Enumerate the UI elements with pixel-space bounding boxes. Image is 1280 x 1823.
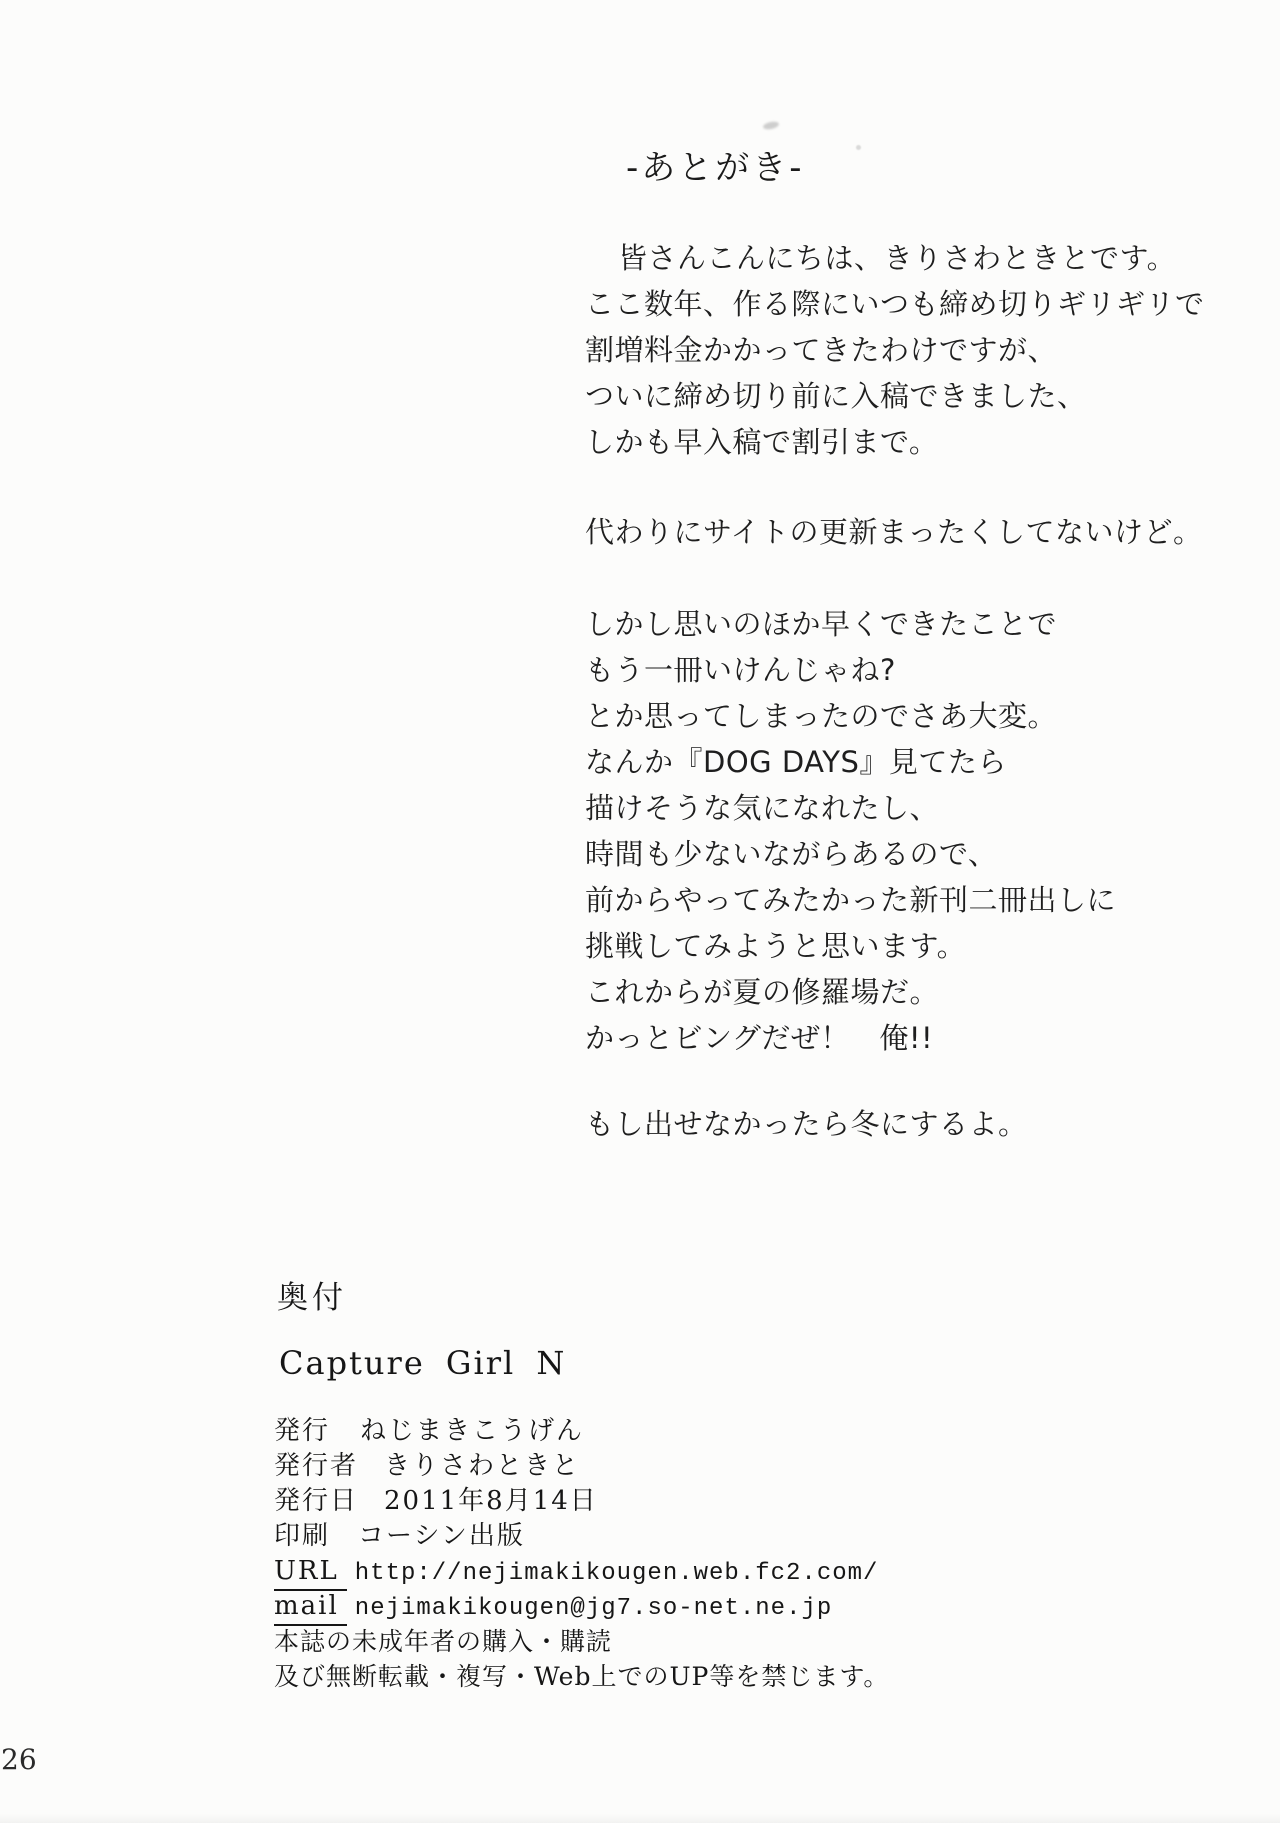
afterword-line: ついに締め切り前に入稿できました、	[585, 379, 1087, 413]
mail-label: mail	[274, 1589, 347, 1626]
afterword-line: 時間も少ないながらあるので、	[585, 837, 998, 871]
printer-line	[274, 1519, 889, 1554]
afterword-line: 前からやってみたかった新刊二冊出しに	[585, 883, 1117, 917]
afterword-line: もう一冊いけんじゃね?	[585, 653, 896, 687]
afterword-line: もし出せなかったら冬にするよ。	[585, 1107, 1028, 1141]
afterword-paragraph-3	[585, 601, 1116, 1061]
publisher-value: ねじまきこうげん	[360, 1416, 585, 1446]
page-number: 26	[1, 1743, 37, 1776]
scan-speck	[762, 120, 779, 130]
scan-speck	[856, 145, 861, 150]
afterword-line: 代わりにサイトの更新まったくしてないけど。	[585, 515, 1203, 549]
afterword-line: これからが夏の修羅場だ。	[585, 975, 940, 1009]
url-line	[274, 1554, 889, 1589]
date-value: 2011年8月14日	[384, 1486, 598, 1516]
colophon-heading: 奥付	[277, 1280, 347, 1316]
notice-line-2: 及び無断転載・複写・Web上でのUP等を禁じます。	[274, 1662, 890, 1691]
mail-value: nejimakikougen@jg7.so-net.ne.jp	[354, 1595, 833, 1622]
afterword-line: ここ数年、作る際にいつも締め切りギリギリで	[585, 287, 1205, 321]
url-value: http://nejimakikougen.web.fc2.com/	[354, 1560, 879, 1587]
date-line	[274, 1484, 889, 1519]
afterword-paragraph-4	[585, 1101, 1028, 1147]
afterword-line: 割増料金かかってきたわけですが、	[585, 333, 1058, 367]
author-value: きりさわときと	[384, 1451, 581, 1481]
afterword-paragraph-2	[585, 509, 1202, 555]
author-line	[274, 1449, 889, 1484]
mail-line	[274, 1589, 889, 1624]
afterword-line: なんか『DOG DAYS』見てたら	[585, 745, 1007, 779]
colophon-details	[274, 1414, 889, 1694]
afterword-line: とか思ってしまったのでさあ大変。	[585, 699, 1058, 733]
afterword-paragraph-1	[585, 235, 1205, 465]
publisher-line	[274, 1414, 889, 1449]
afterword-line: しかし思いのほか早くできたことで	[585, 607, 1058, 641]
afterword-line: 描けそうな気になれたし、	[585, 791, 940, 825]
url-label: URL	[274, 1554, 347, 1591]
author-label: 発行者	[274, 1451, 359, 1481]
afterword-line: しかも早入稿で割引まで。	[585, 425, 939, 459]
date-label: 発行日	[274, 1486, 359, 1516]
scan-edge-artifact	[0, 1814, 1280, 1823]
publisher-label: 発行	[274, 1416, 331, 1446]
afterword-title: -あとがき-	[626, 148, 805, 188]
printer-value: コーシン出版	[358, 1521, 525, 1551]
printer-label: 印刷	[274, 1521, 331, 1551]
notice-line-1: 本誌の未成年者の購入・購読	[274, 1627, 613, 1656]
afterword-line: かっとビングだぜ！ 俺!!	[585, 1021, 934, 1055]
afterword-line: 挑戦してみようと思います。	[585, 929, 967, 963]
afterword-line: 皆さんこんにちは、きりさわときとです。	[618, 241, 1177, 275]
book-title: Capture Girl N	[279, 1344, 567, 1382]
